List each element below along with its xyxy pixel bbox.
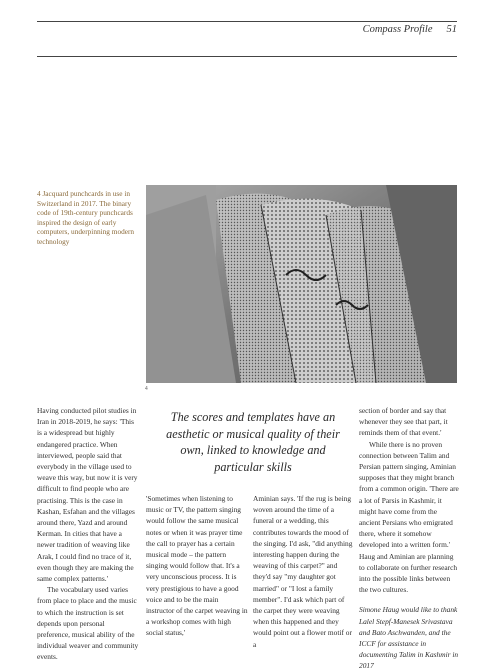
body-column-2 (146, 493, 248, 639)
page-number: 51 (446, 24, 457, 35)
image-number: 4 (145, 386, 148, 392)
paragraph: The vocabulary used varies from place to place and the music to which the instruction is set depends upon personal preference, musical ability of the individual weaver and community events. (37, 585, 139, 662)
body-column-1 (37, 405, 139, 663)
punchcard-illustration (146, 185, 457, 383)
body-column-4 (359, 405, 459, 672)
paragraph: 'Sometimes when listening to music or TV, the pattern singing would follow the same musical notes or when it was prayer time the call to prayer has a certain musical mode – the pattern singing would follow that. It's a very unconscious process. It is very prestigious to have a good voice and to be the main instructor of the carpet weaving in a workshop comes with high social status,' (146, 494, 248, 638)
body-column-3 (253, 493, 355, 650)
top-rule (37, 21, 457, 22)
paragraph: Aminian says. 'If the rug is being woven around the time of a funeral or a wedding, this contributes towards the mood of the singing. I'd ask, "did anything interesting happen during the weaving of this carpet?" and they'd say "my daughter got married" or "I lost a family member". I'd ask which part of the carpet they were weaving when this happened and they would point out a flower motif or a (253, 494, 353, 649)
punchcard-photo (146, 185, 457, 383)
running-head (363, 24, 457, 35)
paragraph: Having conducted pilot studies in Iran in 2018-2019, he says: 'This is a widespread but highly endangered practice. When interviewed, people said that everybody in the village used to weave this way, but now it is very difficult to find people who are practising. This is the case in Kashan, Esfahan and the villages around there, Yazd and around Kerman. In cities that have a newer tradition of weaving like Arak, I could find no trace of it, even though they are making the same complex patterns.' (37, 406, 138, 584)
pull-quote: The scores and templates have an aesthetic or musical quality of their own, linked to knowledge and particular skills (166, 410, 340, 474)
figure-caption: 4 Jacquard punchcards in use in Switzerland in 2017. The binary code of 19th-century punchcards inspired the design of early computers, underpinning modern technology (37, 189, 135, 246)
acknowledgement: Simone Haug would like to thank Lalel Stepf-Manesek Srivastava and Bato Aschwanden, and the ICCF for assistance in documenting Talim in Kashmir in 2017 (359, 605, 459, 671)
paragraph: section of border and say that whenever they see that part, it reminds them of that event.' (359, 406, 448, 438)
section-title: Compass Profile (362, 24, 433, 35)
paragraph: While there is no proven connection between Talim and Persian pattern singing, Aminian supposes that they might branch from a common origin. 'There are a lot of Parsis in Kashmir, it might have come from the ancient Persians who emigrated there, where it somehow developed into a written form.' Haug and Aminian are planning to collaborate on further research into the possible links between the two cultures. (359, 439, 459, 595)
header-rule (37, 56, 457, 57)
